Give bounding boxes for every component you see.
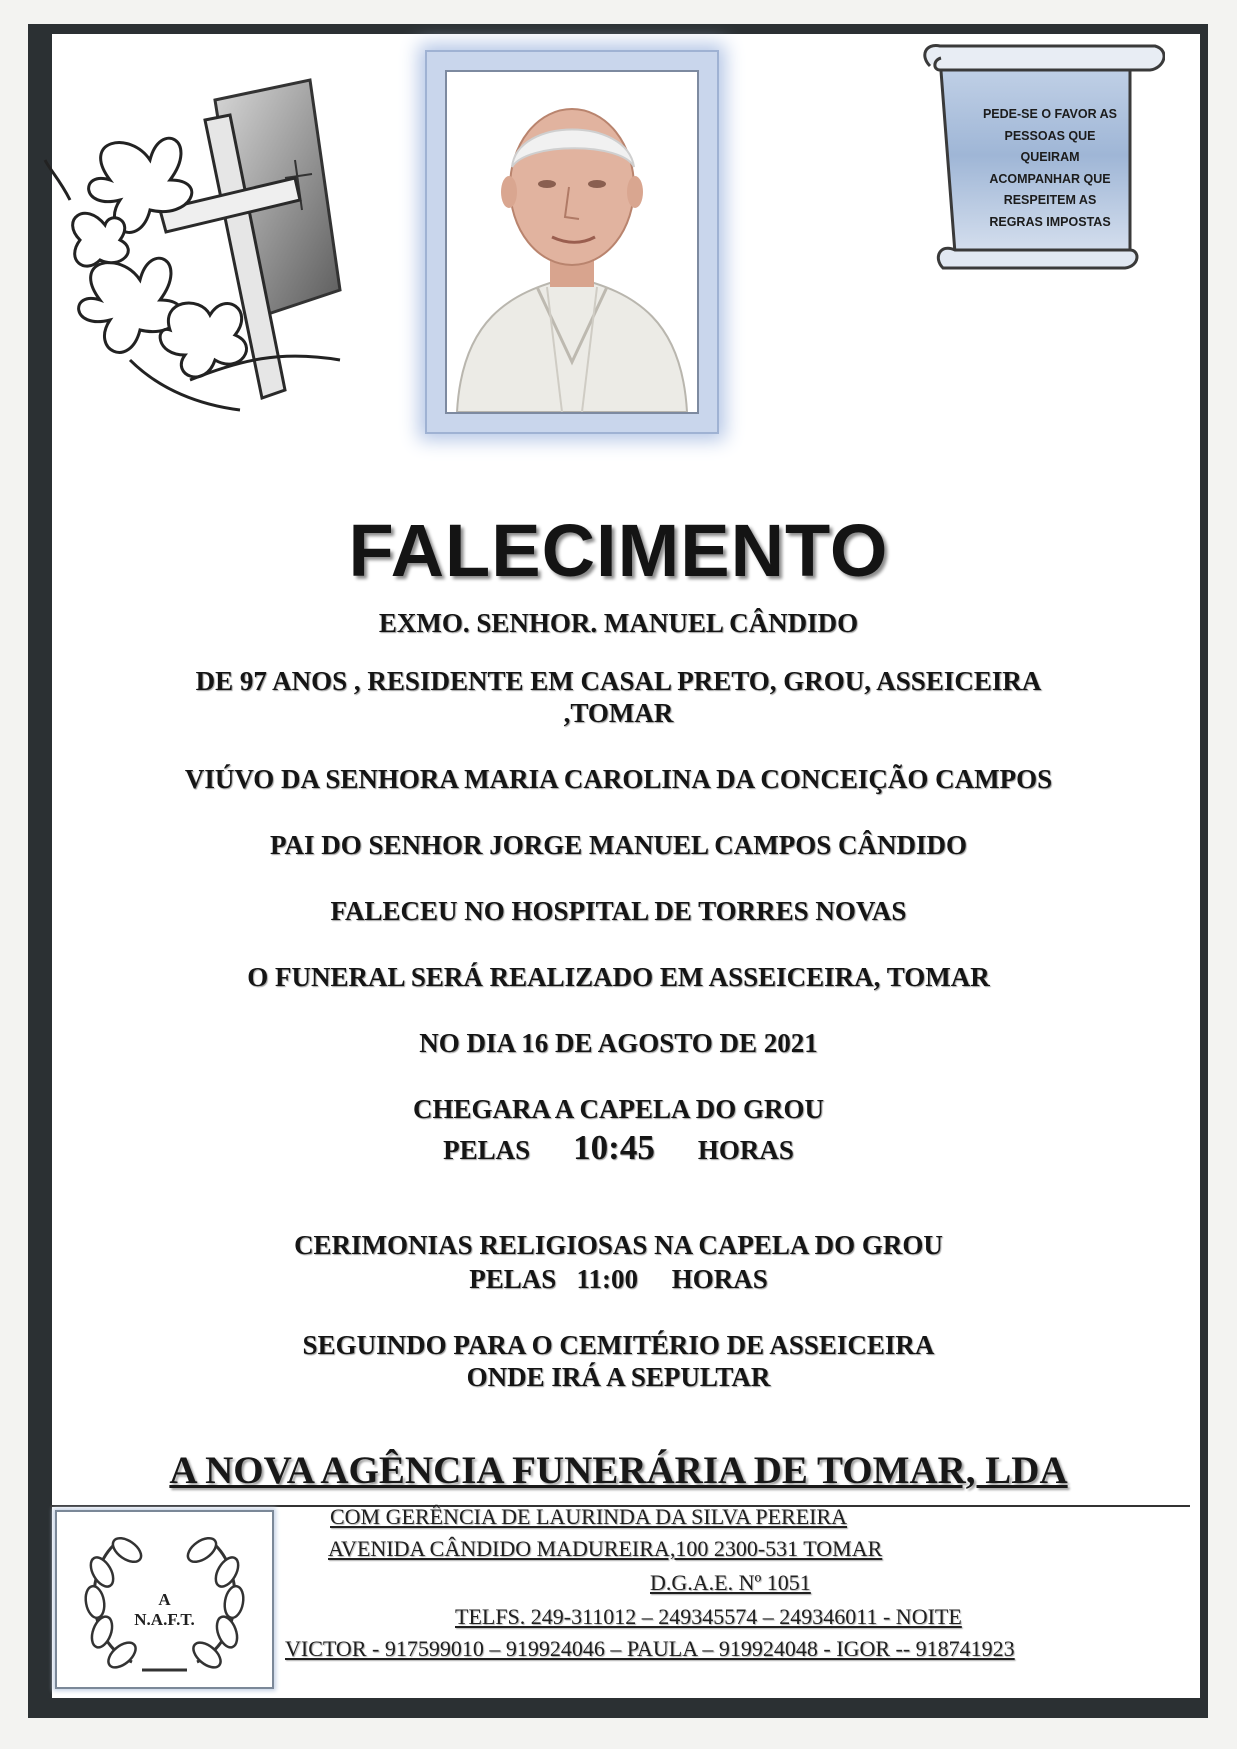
night-contacts: VICTOR - 917599010 – 919924046 – PAULA – 919924048 - IGOR -- 918741923: [285, 1636, 1015, 1661]
burial-line: ONDE IRÁ A SEPULTAR: [466, 1362, 771, 1392]
father-line: PAI DO SENHOR JORGE MANUEL CAMPOS CÂNDIDO: [269, 830, 968, 860]
deceased-name: EXMO. SENHOR. MANUEL CÂNDIDO: [378, 608, 859, 638]
age-residence-line: DE 97 ANOS , RESIDENTE EM CASAL PRETO, GROU, ASSEICEIRA: [195, 666, 1042, 696]
arrival-time: 10:45: [573, 1128, 655, 1167]
notice-scroll-text: [970, 104, 1130, 233]
scroll-line: REGRAS IMPOSTAS: [989, 214, 1111, 229]
agency-name: A NOVA AGÊNCIA FUNERÁRIA DE TOMAR, LDA: [169, 1449, 1068, 1492]
widower-line: VIÚVO DA SENHORA MARIA CAROLINA DA CONCEIÇÃO CAMPOS: [184, 764, 1053, 794]
logo-text: [57, 1590, 272, 1630]
cross-lily-illustration: [40, 60, 350, 420]
arrival-time-line: [0, 1128, 1237, 1168]
logo-initials: N.A.F.T.: [134, 1610, 195, 1629]
scroll-line: QUEIRAM: [1020, 150, 1080, 164]
notice-title: FALECIMENTO: [348, 509, 889, 592]
portrait-frame: [425, 50, 719, 434]
scroll-line: RESPEITEM AS: [1003, 193, 1097, 207]
agency-license: D.G.A.E. Nº 1051: [650, 1570, 811, 1595]
agency-address: AVENIDA CÂNDIDO MADUREIRA,100 2300-531 TOMAR: [328, 1536, 883, 1561]
scroll-line: PEDE-SE O FAVOR AS: [982, 107, 1118, 121]
logo-letter: A: [158, 1590, 171, 1609]
agency-management: COM GERÊNCIA DE LAURINDA DA SILVA PEREIRA: [330, 1504, 848, 1529]
arrival-line: CHEGARA A CAPELA DO GROU: [412, 1094, 825, 1124]
ceremony-time-line: PELAS 11:00 HORAS: [469, 1264, 768, 1294]
ceremony-line: CERIMONIAS RELIGIOSAS NA CAPELA DO GROU: [294, 1230, 943, 1260]
funeral-location-line: O FUNERAL SERÁ REALIZADO EM ASSEICEIRA, TOMAR: [247, 962, 990, 992]
portrait-image: [447, 72, 697, 412]
agency-phones: TELFS. 249-311012 – 249345574 – 249346011 - NOITE: [455, 1604, 962, 1629]
age-residence-line-2: ,TOMAR: [563, 698, 674, 728]
arrival-prefix: PELAS: [443, 1135, 531, 1165]
cemetery-line: SEGUINDO PARA O CEMITÉRIO DE ASSEICEIRA: [302, 1330, 935, 1360]
scroll-line: ACOMPANHAR QUE: [989, 171, 1111, 186]
portrait-photo: [445, 70, 699, 414]
place-of-death-line: FALECEU NO HOSPITAL DE TORRES NOVAS: [330, 896, 907, 926]
scroll-line: PESSOAS QUE: [1004, 128, 1096, 143]
arrival-suffix: HORAS: [697, 1135, 794, 1165]
agency-logo: [55, 1510, 274, 1689]
funeral-date-line: NO DIA 16 DE AGOSTO DE 2021: [419, 1028, 818, 1058]
